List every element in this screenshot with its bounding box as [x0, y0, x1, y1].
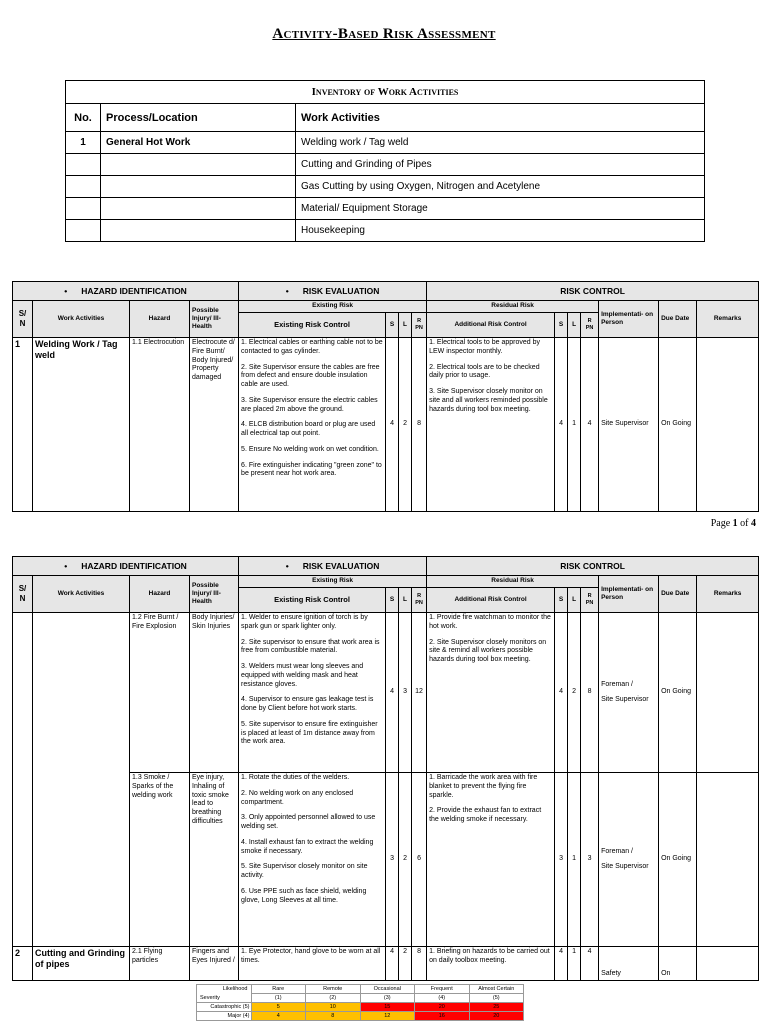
- matrix-severity-label: Severity: [200, 995, 220, 1001]
- inventory-activity: Gas Cutting by using Oxygen, Nitrogen and Acetylene: [296, 176, 705, 198]
- matrix-col-label: Remote: [306, 985, 361, 994]
- control-item: 5. Site Supervisor closely monitor on site activity.: [241, 863, 368, 879]
- residual-risk-header: Residual Risk: [427, 576, 599, 588]
- possible-injury-header: Possible Injury/ Ill-Health: [190, 301, 239, 338]
- matrix-row-label: Catastrophic (5): [197, 1003, 252, 1012]
- additional-controls: [427, 773, 555, 947]
- likelihood-value: 2: [399, 773, 412, 947]
- residual-severity-value: 4: [555, 947, 568, 981]
- severity-value: 3: [386, 773, 399, 947]
- matrix-col-label: Rare: [251, 985, 306, 994]
- row-injury: Eye injury, Inhaling of toxic smoke lead to breathing difficulties: [190, 773, 239, 947]
- sn-header: S/ N: [13, 576, 33, 613]
- l-header: L: [568, 588, 581, 613]
- additional-controls: [427, 338, 555, 512]
- l-header: L: [399, 313, 412, 338]
- risk-table-page2: [12, 556, 759, 981]
- existing-controls: [239, 613, 386, 773]
- inventory-process: General Hot Work: [101, 132, 296, 154]
- rpn-header: R PN: [412, 313, 427, 338]
- control-item: 2. Electrical tools are to be checked daily prior to usage.: [429, 363, 540, 380]
- col-activities: Work Activities: [296, 104, 705, 132]
- work-activities-header: Work Activities: [33, 576, 130, 613]
- residual-rpn-value: 8: [581, 613, 599, 773]
- matrix-cell: 10: [306, 1003, 361, 1012]
- existing-risk-control-header: Existing Risk Control: [239, 588, 386, 613]
- control-item: 2. Site Supervisor ensure the cables are free from defect and ensure double insulation cable are used.: [241, 363, 380, 388]
- control-item: 2. Site Supervisor closely monitors on site & remind all workers possible hazards during tool box meeting.: [429, 638, 547, 663]
- due-date: On Going: [659, 773, 697, 947]
- likelihood-value: 3: [399, 613, 412, 773]
- residual-severity-value: 4: [555, 613, 568, 773]
- due-date: On: [659, 947, 697, 981]
- residual-rpn-value: 4: [581, 338, 599, 512]
- due-date-header: Due Date: [659, 576, 697, 613]
- hazard-identification-heading: • HAZARD IDENTIFICATION: [64, 286, 187, 296]
- row-hazard: 1.3 Smoke / Sparks of the welding work: [130, 773, 190, 947]
- control-item: 4. Install exhaust fan to extract the welding smoke if necessary.: [241, 838, 374, 855]
- severity-value: 4: [386, 338, 399, 512]
- severity-value: 4: [386, 947, 399, 981]
- control-item: 3. Site Supervisor ensure the electric cables are placed 2m above the ground.: [241, 396, 378, 413]
- hazard-header: Hazard: [130, 301, 190, 338]
- page-total: 4: [751, 518, 756, 529]
- row-injury: Body Injuries/ Skin Injuries: [190, 613, 239, 773]
- residual-rpn-value: 4: [581, 947, 599, 981]
- matrix-cell: 16: [415, 1012, 470, 1021]
- control-item: 1. Welder to ensure ignition of torch is by spark gun or spark lighter only.: [241, 614, 368, 630]
- s-header: S: [386, 588, 399, 613]
- implementation-person-header: Implementati- on Person: [599, 301, 659, 338]
- inventory-activity: Welding work / Tag weld: [296, 132, 705, 154]
- residual-likelihood-value: 1: [568, 947, 581, 981]
- due-date: On Going: [659, 613, 697, 773]
- risk-control-heading: RISK CONTROL: [427, 557, 759, 576]
- residual-risk-header: Residual Risk: [427, 301, 599, 313]
- matrix-cell: 4: [251, 1012, 306, 1021]
- matrix-col-label: Occasional: [360, 985, 415, 994]
- due-date: On Going: [659, 338, 697, 512]
- matrix-row-label: Major (4): [197, 1012, 252, 1021]
- inventory-activity: Housekeeping: [296, 220, 705, 242]
- additional-risk-control-header: Additional Risk Control: [427, 313, 555, 338]
- existing-risk-header: Existing Risk: [239, 301, 427, 313]
- rpn-header: R PN: [581, 313, 599, 338]
- row-hazard: 1.1 Electrocution: [130, 338, 190, 512]
- matrix-col-num: (2): [306, 994, 361, 1003]
- rpn-value: 12: [412, 613, 427, 773]
- possible-injury-header: Possible Injury/ Ill-Health: [190, 576, 239, 613]
- control-item: 6. Use PPE such as face shield, welding glove, Long Sleeves at all time.: [241, 887, 367, 904]
- matrix-col-num: (5): [469, 994, 524, 1003]
- matrix-col-label: Frequent: [415, 985, 470, 994]
- inventory-activity: Material/ Equipment Storage: [296, 198, 705, 220]
- control-item: 4. Supervisor to ensure gas leakage test is done by Client before hot work starts.: [241, 696, 374, 712]
- existing-controls: 1. Eye Protector, hand glove to be worn at all times.: [239, 947, 386, 981]
- remarks-header: Remarks: [697, 576, 759, 613]
- matrix-cell: 20: [415, 1003, 470, 1012]
- matrix-col-num: (3): [360, 994, 415, 1003]
- row-injury: Electrocute d/ Fire Burnt/ Body Injured/ Property damaged: [190, 338, 239, 512]
- sn-header: S/ N: [13, 301, 33, 338]
- matrix-cell: 15: [360, 1003, 415, 1012]
- control-item: 3. Site Supervisor closely monitor on site and all workers reminded possible hazards during tool box meeting.: [429, 388, 548, 413]
- s-header: S: [386, 313, 399, 338]
- risk-matrix: [196, 984, 524, 1021]
- implementation-person: Site Supervisor: [599, 338, 659, 512]
- rpn-header: R PN: [412, 588, 427, 613]
- page-current: 1: [732, 518, 738, 529]
- rpn-value: 6: [412, 773, 427, 947]
- row-hazard: 2.1 Flying particles: [130, 947, 190, 981]
- inventory-heading: Inventory of Work Activities: [66, 81, 705, 104]
- due-date-header: Due Date: [659, 301, 697, 338]
- row-sn: 2: [13, 947, 33, 981]
- residual-likelihood-value: 2: [568, 613, 581, 773]
- s-header: S: [555, 313, 568, 338]
- control-item: 2. No welding work on any enclosed compartment.: [241, 789, 354, 806]
- inventory-activity: Cutting and Grinding of Pipes: [296, 154, 705, 176]
- matrix-col-num: (1): [251, 994, 306, 1003]
- residual-likelihood-value: 1: [568, 338, 581, 512]
- implementation-person: Safety: [599, 947, 659, 981]
- residual-severity-value: 4: [555, 338, 568, 512]
- matrix-likelihood-label: Likelihood: [222, 986, 248, 992]
- likelihood-value: 2: [399, 947, 412, 981]
- matrix-cell: 25: [469, 1003, 524, 1012]
- matrix-corner: [197, 985, 252, 1003]
- control-item: 1. Barricade the work area with fire blanket to prevent the flying fire sparkle.: [429, 774, 538, 799]
- risk-control-heading: RISK CONTROL: [427, 282, 759, 301]
- additional-controls: [427, 613, 555, 773]
- rpn-value: 8: [412, 338, 427, 512]
- control-item: 1. Rotate the duties of the welders.: [241, 774, 350, 781]
- rpn-header: R PN: [581, 588, 599, 613]
- control-item: 4. ELCB distribution board or plug are used all electrical tap out point.: [241, 421, 376, 437]
- control-item: 6. Fire extinguisher indicating "green zone" to be present near hot work area.: [241, 461, 382, 478]
- existing-risk-control-header: Existing Risk Control: [239, 313, 386, 338]
- matrix-cell: 20: [469, 1012, 524, 1021]
- l-header: L: [568, 313, 581, 338]
- risk-evaluation-heading: • RISK EVALUATION: [286, 286, 380, 296]
- hazard-identification-heading: • HAZARD IDENTIFICATION: [64, 561, 187, 571]
- inventory-no: 1: [66, 132, 101, 154]
- control-item: 1. Electrical tools to be approved by LEW inspector monthly.: [429, 339, 540, 355]
- implementation-person: Foreman / Site Supervisor: [599, 773, 659, 947]
- control-item: 1. Provide fire watchman to monitor the hot work.: [429, 614, 551, 630]
- implementation-person: Foreman / Site Supervisor: [599, 613, 659, 773]
- risk-table-page1: [12, 281, 759, 512]
- control-item: 3. Welders must wear long sleeves and equipped with welding mask and heat resistance gloves.: [241, 663, 364, 688]
- control-item: 2. Provide the exhaust fan to extract the welding smoke if necessary.: [429, 807, 542, 823]
- page-indicator: Page 1 of 4: [710, 518, 756, 529]
- existing-controls: [239, 338, 386, 512]
- implementation-person-header: Implementati- on Person: [599, 576, 659, 613]
- l-header: L: [399, 588, 412, 613]
- likelihood-value: 2: [399, 338, 412, 512]
- col-process: Process/Location: [101, 104, 296, 132]
- s-header: S: [555, 588, 568, 613]
- residual-likelihood-value: 1: [568, 773, 581, 947]
- residual-severity-value: 3: [555, 773, 568, 947]
- existing-risk-header: Existing Risk: [239, 576, 427, 588]
- row-activity: Welding Work / Tag weld: [33, 338, 130, 512]
- residual-rpn-value: 3: [581, 773, 599, 947]
- matrix-col-num: (4): [415, 994, 470, 1003]
- additional-controls: 1. Briefing on hazards to be carried out on daily toolbox meeting.: [427, 947, 555, 981]
- row-hazard: 1.2 Fire Burnt / Fire Explosion: [130, 613, 190, 773]
- remarks-header: Remarks: [697, 301, 759, 338]
- row-injury: Fingers and Eyes Injured /: [190, 947, 239, 981]
- matrix-cell: 12: [360, 1012, 415, 1021]
- matrix-cell: 8: [306, 1012, 361, 1021]
- control-item: 1. Electrical cables or earthing cable not to be contacted to gas cylinder.: [241, 339, 383, 355]
- matrix-cell: 5: [251, 1003, 306, 1012]
- severity-value: 4: [386, 613, 399, 773]
- hazard-header: Hazard: [130, 576, 190, 613]
- existing-controls: [239, 773, 386, 947]
- control-item: 2. Site supervisor to ensure that work area is free from combustible material.: [241, 638, 380, 655]
- col-no: No.: [66, 104, 101, 132]
- work-activities-header: Work Activities: [33, 301, 130, 338]
- matrix-col-label: Almost Certain: [469, 985, 524, 994]
- row-activity: Cutting and Grinding of pipes: [33, 947, 130, 981]
- risk-evaluation-heading: • RISK EVALUATION: [286, 561, 380, 571]
- inventory-table: [65, 80, 705, 242]
- document-title: Activity-Based Risk Assessment: [272, 26, 496, 42]
- row-sn: 1: [13, 338, 33, 512]
- control-item: 5. Ensure No welding work on wet condition.: [241, 445, 379, 453]
- rpn-value: 8: [412, 947, 427, 981]
- control-item: 3. Only appointed personnel allowed to use welding set.: [241, 814, 376, 830]
- additional-risk-control-header: Additional Risk Control: [427, 588, 555, 613]
- control-item: 5. Site supervisor to ensure fire extinguisher is placed at least of 1m distance away from the work area.: [241, 720, 378, 746]
